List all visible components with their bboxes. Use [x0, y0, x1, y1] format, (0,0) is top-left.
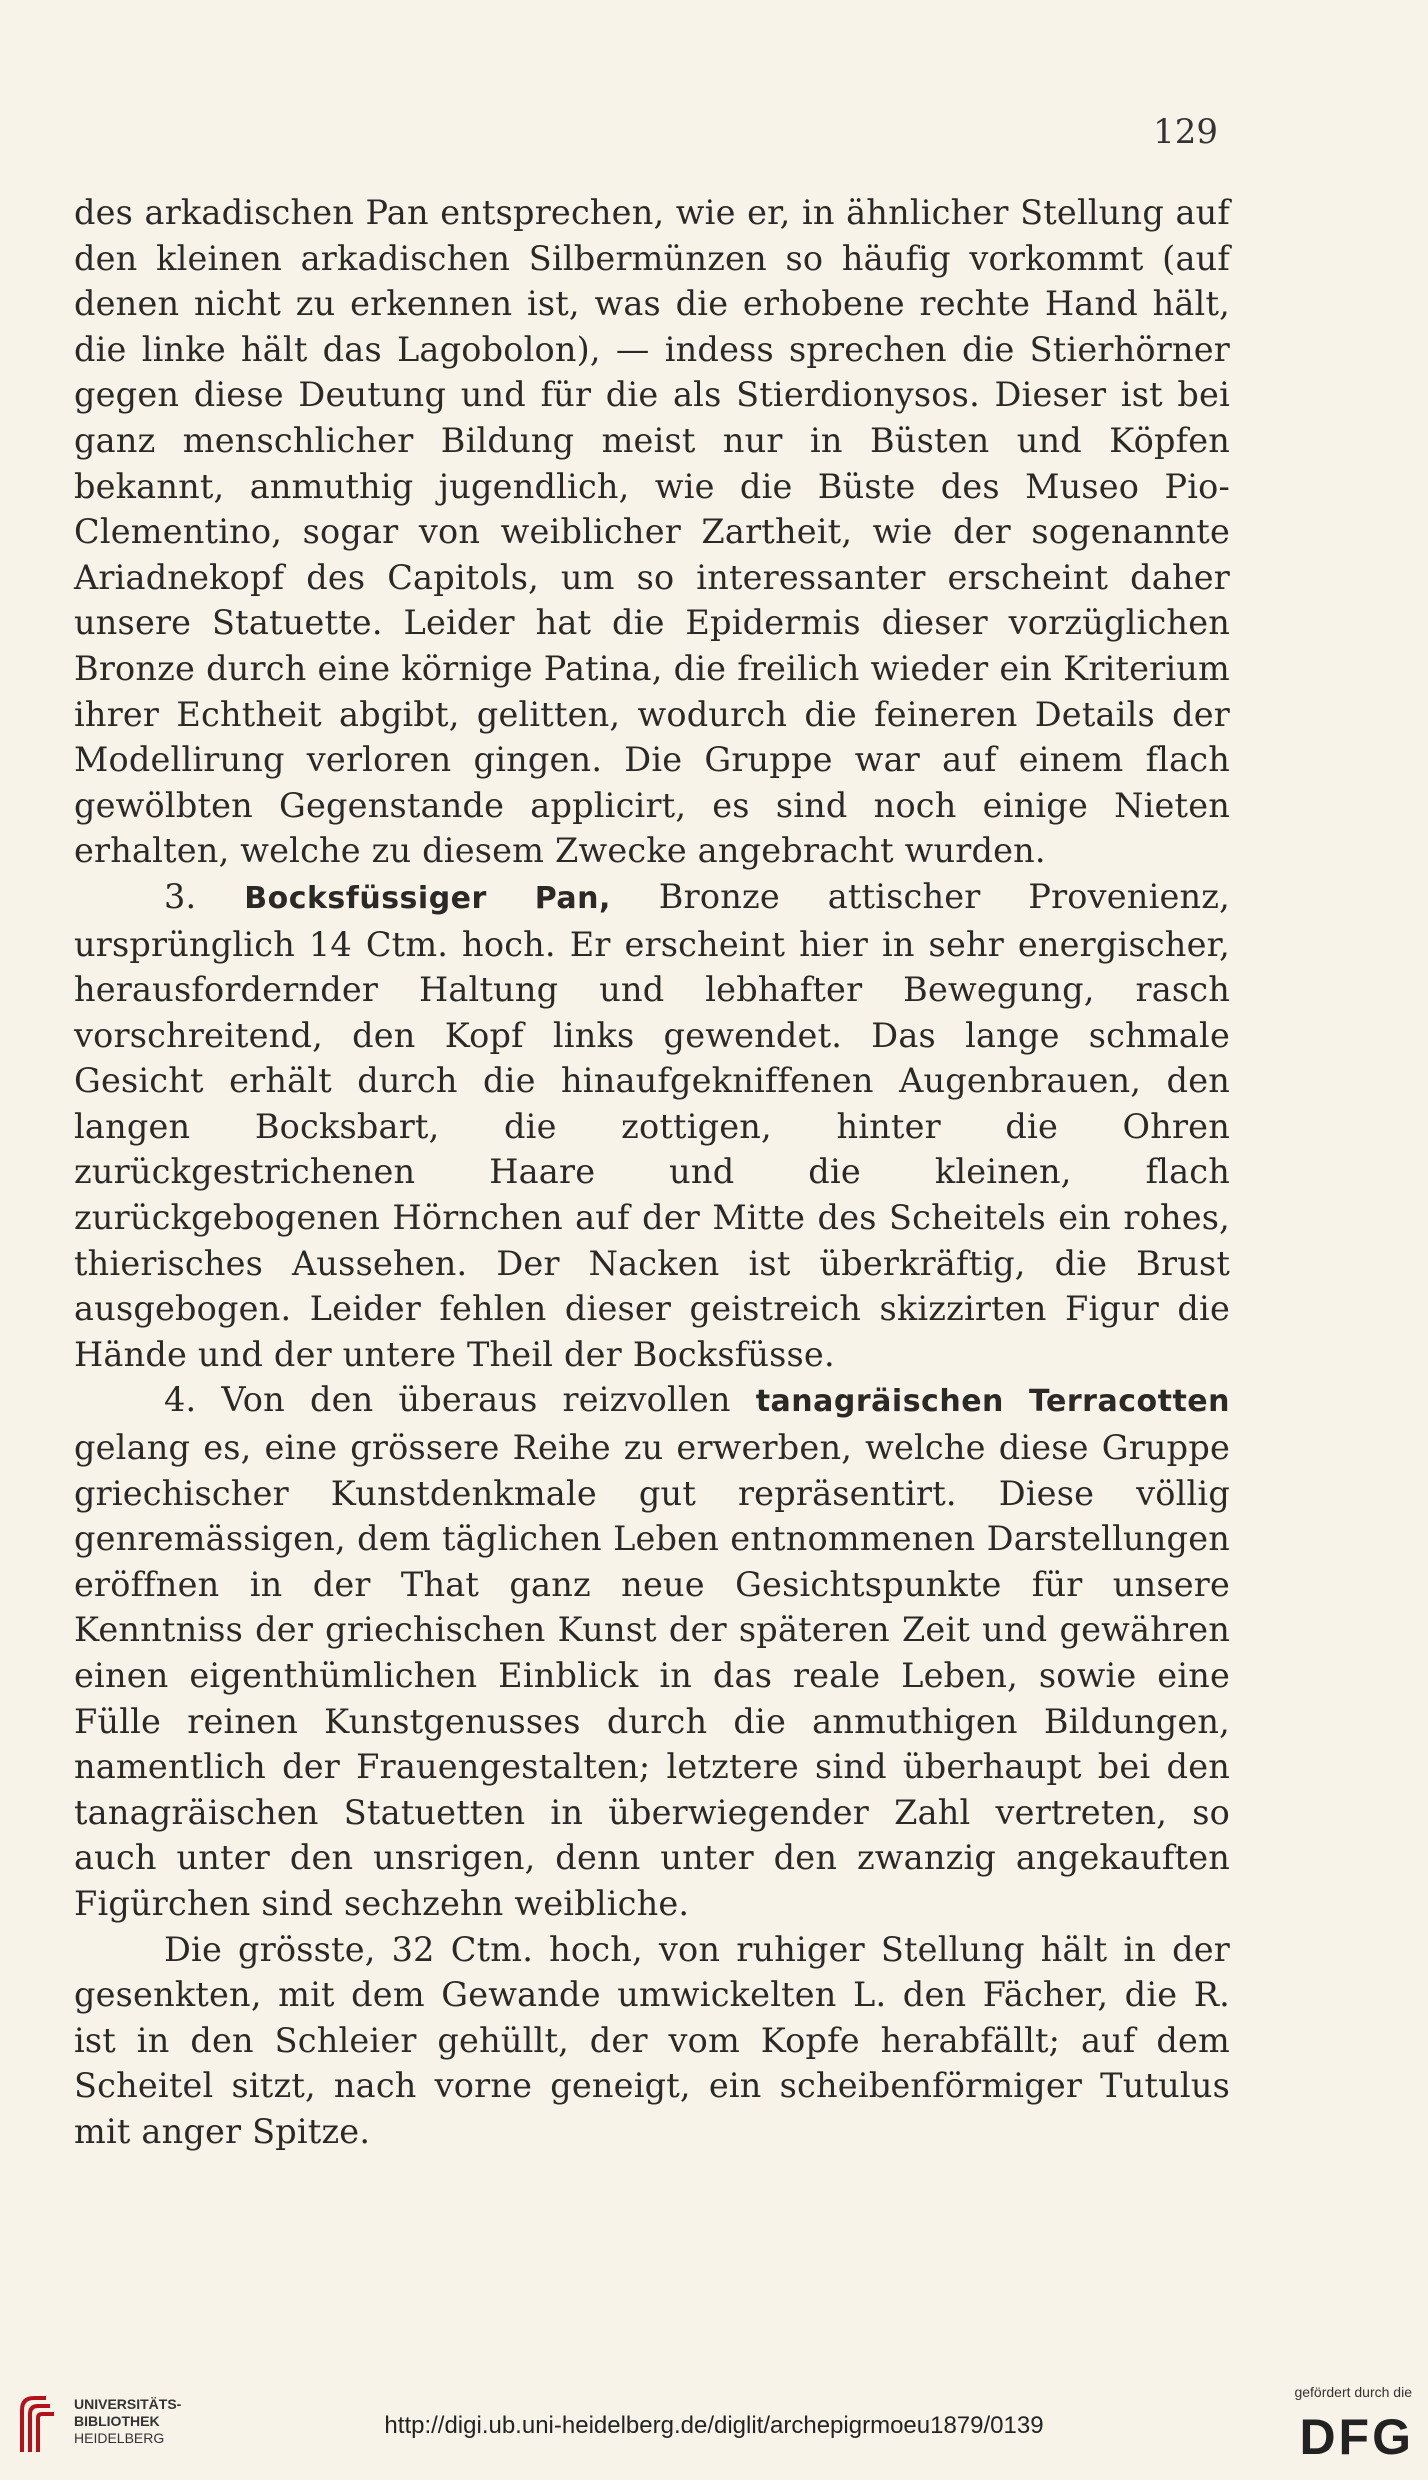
paragraph-3-lead: 4. Von den überaus reizvollen	[164, 1380, 756, 1420]
paragraph-3-text: gelang es, eine grössere Reihe zu erwerben, welche diese Gruppe griechischer Kunstdenkmale gut repräsentirt. Diese völlig genremässigen, dem täglichen Leben entnommenen Darstellungen eröffnen in der That ganz neue Gesichtspunkte für unsere Kenntniss der griechischen Kunst der späteren Zeit und gewähren einen eigenthümlichen Einblick in das reale Leben, sowie eine Fülle reinen Kunstgenusses durch die anmuthigen Bildungen, namentlich der Frauengestalten; letztere sind überhaupt bei den tanagräischen Statuetten in überwiegender Zahl vertreten, so auch unter den unsrigen, denn unter den zwanzig angekauften Figürchen sind sechzehn weibliche.	[74, 1428, 1230, 1923]
funding-text: gefördert durch die	[1294, 2384, 1412, 2400]
page-number: 129	[1153, 112, 1218, 152]
library-line-1: UNIVERSITÄTS-	[74, 2396, 182, 2412]
library-line-2: BIBLIOTHEK	[74, 2413, 160, 2429]
paragraph-2-text: Bronze attischer Provenienz, ursprünglich 14 Ctm. hoch. Er erscheint hier in sehr energischer, herausfordernder Haltung und lebhafter Bewegung, rasch vorschreitend, den Kopf links gewendet. Das lange schmale Gesicht erhält durch die hinaufgekniffenen Augenbrauen, den langen Bocksbart, die zottigen, hinter die Ohren zurückgestrichenen Haare und die kleinen, flach zurückgebogenen Hörnchen auf der Mitte des Scheitels ein rohes, thierisches Aussehen. Der Nacken ist überkräftig, die Brust ausgebogen. Leider fehlen dieser geistreich skizzirten Figur die Hände und der untere Theil der Bocksfüsse.	[74, 876, 1230, 1374]
paragraph-3-highlight: tanagräischen Terracotten	[755, 1384, 1231, 1420]
dfg-logo: DFG	[1299, 2409, 1414, 2465]
paragraph-2-lead: 3.	[164, 876, 245, 916]
footer-bar	[0, 2370, 1428, 2480]
library-line-3: HEIDELBERG	[74, 2430, 165, 2446]
paragraph-1	[74, 190, 1230, 874]
paragraph-3	[74, 1377, 1230, 1926]
paragraph-2	[74, 874, 1230, 1378]
paragraph-4	[74, 1927, 1230, 2155]
paragraph-2-highlight: Bocksfüssiger Pan,	[244, 880, 611, 916]
paragraph-4-text: Die grösste, 32 Ctm. hoch, von ruhiger Stellung hält in der gesenkten, mit dem Gewande umwickelten L. den Fächer, die R. ist in den Schleier gehüllt, der vom Kopfe herabfällt; auf dem Scheitel sitzt, nach vorne geneigt, ein scheibenförmiger Tutulus mit anger Spitze.	[74, 1929, 1230, 2151]
paragraph-1-text: des arkadischen Pan entsprechen, wie er, in ähnlicher Stellung auf den kleinen arkadischen Silbermünzen so häufig vorkommt (auf denen nicht zu erkennen ist, was die erhobene rechte Hand hält, die linke hält das Lagobolon), — indess sprechen die Stierhörner gegen diese Deutung und für die als Stierdionysos. Dieser ist bei ganz menschlicher Bildung meist nur in Büsten und Köpfen bekannt, anmuthig jugendlich, wie die Büste des Museo Pio-Clementino, sogar von weiblicher Zartheit, wie der sogenannte Ariadnekopf des Capitols, um so interessanter erscheint daher unsere Statuette. Leider hat die Epidermis dieser vorzüglichen Bronze durch eine körnige Patina, die freilich wieder ein Kriterium ihrer Echtheit abgibt, gelitten, wodurch die feineren Details der Modellirung verloren gingen. Die Gruppe war auf einem flach gewölbten Gegenstande applicirt, es sind noch einige Nieten erhalten, welche zu diesem Zwecke angebracht wurden.	[74, 193, 1230, 871]
body-text	[74, 190, 1230, 2155]
source-url-link[interactable]: http://digi.ub.uni-heidelberg.de/diglit/archepigrmoeu1879/0139	[384, 2412, 1044, 2439]
